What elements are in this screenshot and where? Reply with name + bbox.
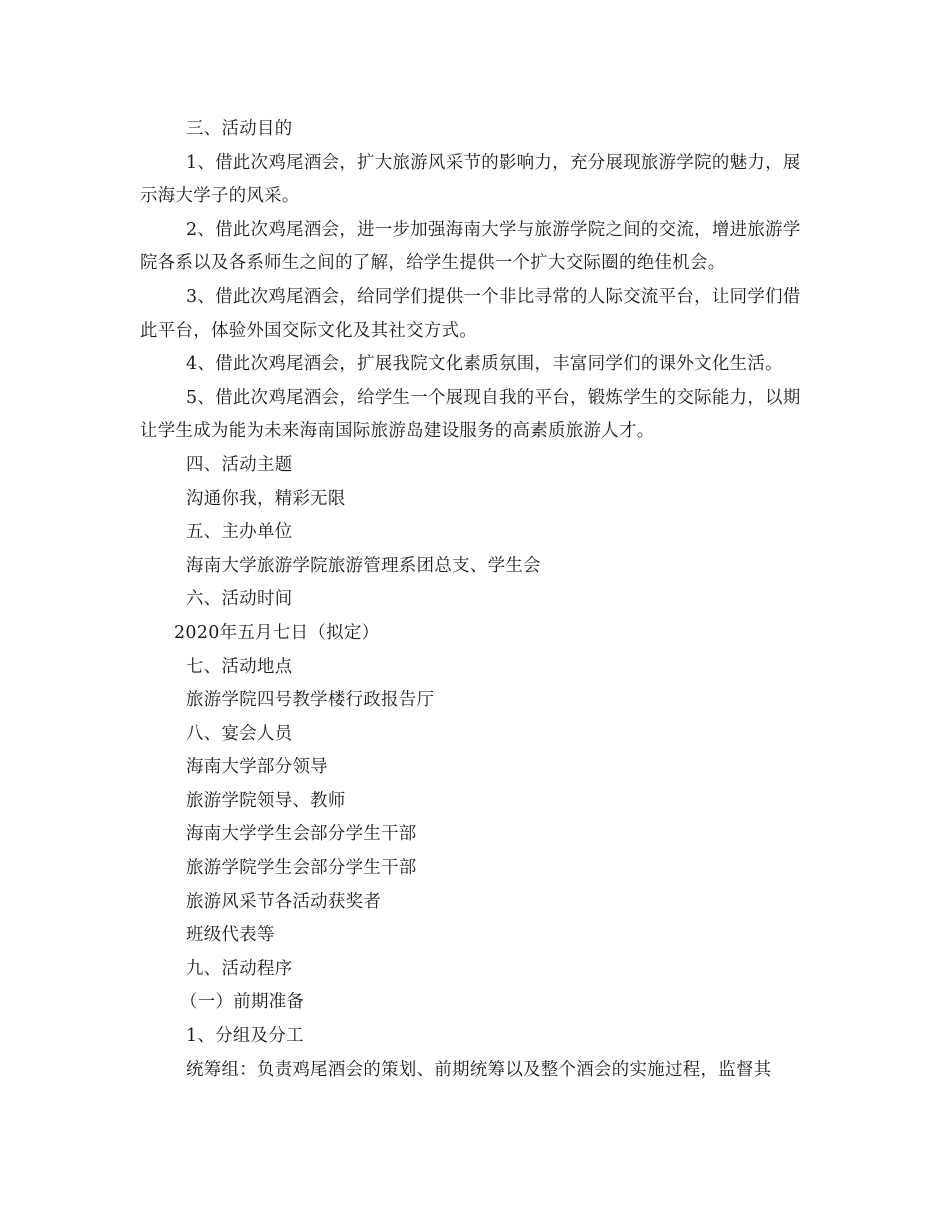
time-text: 2020年五月七日（拟定） [174,622,380,643]
section-heading-venue: 七、活动地点 [186,656,293,677]
section-heading-purpose: 三、活动目的 [186,119,293,139]
attendee-item: 旅游学院领导、教师 [186,790,346,811]
paragraph-purpose-1: 1、借此次鸡尾酒会，扩大旅游风采节的影响力，充分展现旅游学院的魅力，展示海大学子的风采。 [140,152,801,207]
section-heading-time: 六、活动时间 [186,589,293,610]
attendee-item: 海南大学部分领导 [186,757,328,778]
document-body [140,113,812,1087]
attendee-item: 旅游风采节各活动获奖者 [186,891,382,912]
section-heading-program: 九、活动程序 [186,958,293,979]
section-heading-organizer: 五、主办单位 [186,522,293,543]
attendee-item: 旅游学院学生会部分学生干部 [186,858,417,879]
paragraph-purpose-5: 5、借此次鸡尾酒会，给学生一个展现自我的平台，锻炼学生的交际能力，以期让学生成为能为未来海南国际旅游岛建设服务的高素质旅游人才。 [140,387,801,442]
paragraph-purpose-4: 4、借此次鸡尾酒会，扩展我院文化素质氛围，丰富同学们的课外文化生活。 [186,354,783,375]
venue-text: 旅游学院四号教学楼行政报告厅 [186,690,435,711]
theme-text: 沟通你我，精彩无限 [186,488,346,509]
attendee-item: 海南大学学生会部分学生干部 [186,824,417,845]
paragraph-purpose-3: 3、借此次鸡尾酒会，给同学们提供一个非比寻常的人际交流平台，让同学们借此平台，体验外国交际文化及其社交方式。 [140,286,801,341]
paragraph-purpose-2: 2、借此次鸡尾酒会，进一步加强海南大学与旅游学院之间的交流，增进旅游学院各系以及各系师生之间的了解，给学生提供一个扩大交际圈的绝佳机会。 [140,219,801,274]
subsection-item-grouping: 1、分组及分工 [186,1026,304,1047]
paragraph-coordination-group: 统筹组：负责鸡尾酒会的策划、前期统筹以及整个酒会的实施过程，监督其 [186,1059,772,1080]
attendee-item: 班级代表等 [186,925,275,946]
organizer-text: 海南大学旅游学院旅游管理系团总支、学生会 [186,555,541,576]
subsection-heading-preparation: （一）前期准备 [180,992,305,1013]
section-heading-theme: 四、活动主题 [186,454,293,475]
section-heading-attendees: 八、宴会人员 [186,723,293,744]
